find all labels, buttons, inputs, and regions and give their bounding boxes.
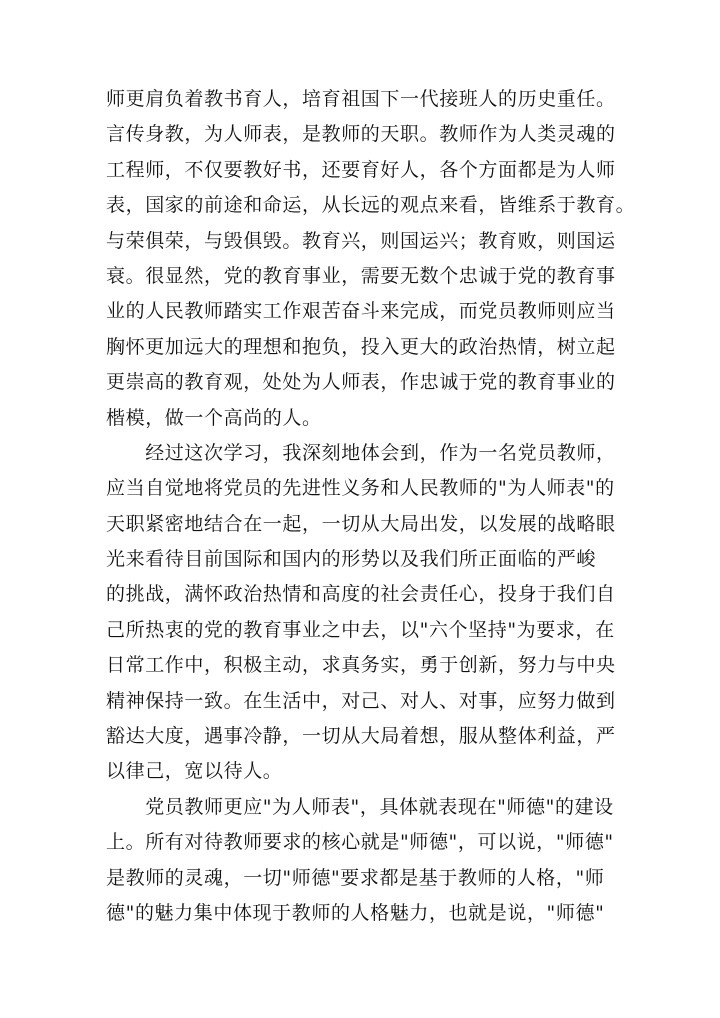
text-line: 上。所有对待教师要求的核心就是"师德"，可以说，"师德" xyxy=(106,831,614,854)
text-line: 楷模，做一个高尚的人。 xyxy=(106,406,322,429)
paragraph-start-line: 经过这次学习，我深刻地体会到，作为一名党员教师， xyxy=(106,441,616,464)
text-line: 应当自觉地将党员的先进性义务和人民教师的"为人师表"的 xyxy=(106,477,615,500)
text-line: 胸怀更加远大的理想和抱负，投入更大的政治热情，树立起 xyxy=(106,335,616,358)
text-line: 日常工作中，积极主动，求真务实，勇于创新，努力与中央 xyxy=(106,654,616,677)
text-line: 豁达大度，遇事冷静，一切从大局着想，服从整体利益，严 xyxy=(106,725,616,748)
text-line: 师更肩负着教书育人，培育祖国下一代接班人的历史重任。 xyxy=(106,88,616,110)
text-line: 德"的魅力集中体现于教师的人格魅力，也就是说，"师德" xyxy=(106,901,605,924)
text-line: 的挑战，满怀政治热情和高度的社会责任心，投身于我们自 xyxy=(106,583,616,606)
text-line: 表，国家的前途和命运，从长远的观点来看，皆维系于教育。 xyxy=(106,194,636,217)
text-line: 更崇高的教育观，处处为人师表，作忠诚于党的教育事业的 xyxy=(106,371,616,394)
text-line: 光来看待目前国际和国内的形势以及我们所正面临的严峻 xyxy=(106,548,597,571)
text-line: 以律己，宽以待人。 xyxy=(106,760,283,783)
text-line: 与荣俱荣，与毁俱毁。教育兴，则国运兴；教育败，则国运 xyxy=(106,229,616,252)
paragraph-start-line: 党员教师更应"为人师表"，具体就表现在"师德"的建设 xyxy=(106,795,614,818)
text-line: 天职紧密地结合在一起，一切从大局出发，以发展的战略眼 xyxy=(106,512,616,535)
text-line: 工程师，不仅要教好书，还要育好人，各个方面都是为人师 xyxy=(106,158,616,181)
text-line: 衰。很显然，党的教育事业，需要无数个忠诚于党的教育事 xyxy=(106,264,616,287)
text-line: 己所热衷的党的教育事业之中去，以"六个坚持"为要求，在 xyxy=(106,618,615,641)
text-line: 精神保持一致。在生活中，对己、对人、对事，应努力做到 xyxy=(106,689,616,712)
text-line: 言传身教，为人师表，是教师的天职。教师作为人类灵魂的 xyxy=(106,123,616,146)
text-line: 业的人民教师踏实工作艰苦奋斗来完成，而党员教师则应当 xyxy=(106,300,616,323)
document-page xyxy=(106,82,636,931)
text-line: 是教师的灵魂，一切"师德"要求都是基于教师的人格，"师 xyxy=(106,866,605,889)
